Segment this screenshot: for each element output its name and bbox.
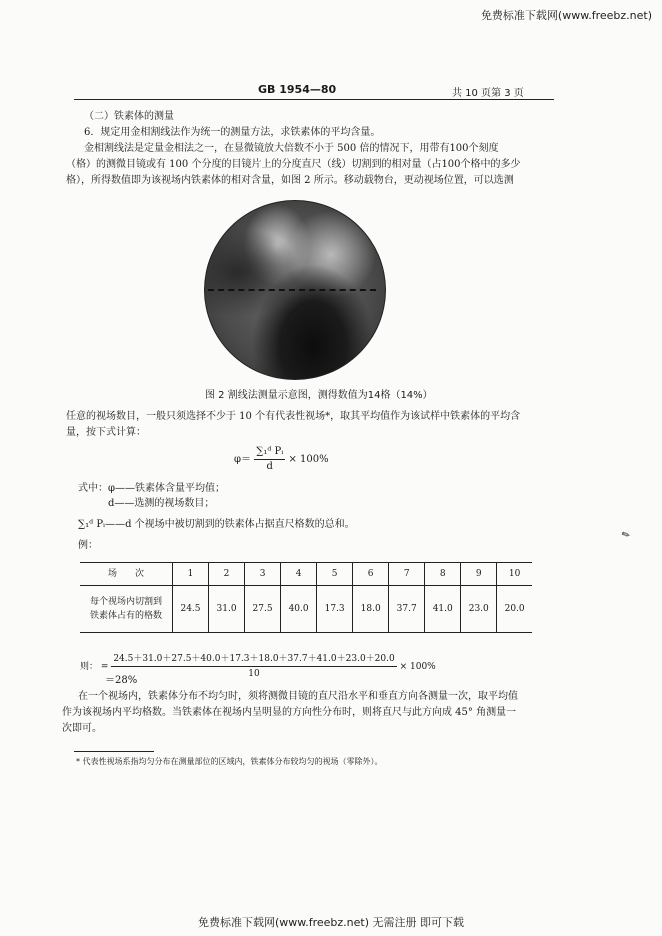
table-cell: 6: [353, 563, 389, 586]
table-cell: 40.0: [281, 586, 317, 633]
calc-fraction: [111, 652, 396, 681]
table-cell: 5: [317, 563, 353, 586]
header-rule: [74, 99, 554, 100]
table-row-label-line: 每个视场内切割到: [89, 597, 162, 607]
calc-tail: × 100%: [399, 662, 436, 672]
table-cell: 23.0: [461, 586, 497, 633]
method-line-3: 格），所得数值即为该视场内铁素体的相对含量，如图 2 所示。移动载物台，更动视场位置，可以选测: [66, 175, 514, 186]
standard-code: GB 1954—80: [258, 83, 337, 96]
table-cell: 24.5: [173, 586, 209, 633]
example-table: [80, 562, 532, 633]
table-row-values: [80, 586, 532, 633]
formula-tail: × 100%: [288, 454, 329, 465]
table-cell: 37.7: [389, 586, 425, 633]
table-cell: 9: [461, 563, 497, 586]
section-title: （二）铁素体的测量: [84, 111, 174, 122]
table-cell: 10: [497, 563, 532, 586]
where-d: d——选测的视场数目；: [108, 498, 215, 509]
formula-fraction: [254, 445, 285, 474]
formula-denominator: d: [266, 461, 273, 472]
scan-mark: ✎: [620, 528, 633, 543]
calc-numerator: 24.5＋31.0＋27.5＋40.0＋17.3＋18.0＋37.7＋41.0＋23.0＋20.0: [111, 652, 396, 667]
calc-result: ＝28%: [105, 675, 138, 686]
watermark-bottom: 免费标准下载网(www.freebz.net) 无需注册 即可下载: [197, 916, 465, 929]
method-line-1: 金相割线法是定量金相法之一，在显微镜放大倍数不小于 500 倍的情况下，用带有100个刻度: [84, 143, 499, 154]
table-cell: 4: [281, 563, 317, 586]
table-cell: 2: [209, 563, 245, 586]
table-cell: 1: [173, 563, 209, 586]
formula-numerator: ∑₁ᵈ Pᵢ: [254, 445, 285, 460]
where-intro: 式中：: [78, 483, 108, 494]
table-cell: 27.5: [245, 586, 281, 633]
measuring-line: [208, 289, 376, 291]
table-cell: 18.0: [353, 586, 389, 633]
table-row-label-line: 铁素体占有的格数: [89, 611, 162, 621]
table-cell: 8: [425, 563, 461, 586]
table-row-fields: [80, 563, 532, 586]
example-label: 例：: [78, 540, 98, 551]
table-cell: 3: [245, 563, 281, 586]
calc-eq: =: [100, 662, 109, 672]
select-line-1: 任意的视场数目，一般只须选择不少于 10 个有代表性视场*，取其平均值作为该试样中铁素体的平均含: [66, 411, 521, 422]
footnote-rule: [74, 751, 154, 752]
table-cell: 7: [389, 563, 425, 586]
calc-denominator: 10: [248, 669, 260, 679]
footnote: * 代表性视场系指均匀分布在测量部位的区域内，铁素体分布较均匀的视场（零除外）。: [76, 757, 383, 766]
table-row-label: [80, 586, 173, 633]
table-cell: 41.0: [425, 586, 461, 633]
nonuniform-line-2: 作为该视场内平均格数。当铁素体在视场内呈明显的方向性分布时，则将直尺与此方向成 45° 角测量一: [62, 707, 517, 718]
table-cell: 31.0: [209, 586, 245, 633]
table-cell: 20.0: [497, 586, 532, 633]
table-cell: 17.3: [317, 586, 353, 633]
method-line-2: （格）的测微目镜或有 100 个分度的目镜片上的分度直尺（线）切割到的相对量（占100个格中的多少: [66, 159, 521, 170]
clause-6: 6．规定用金相割线法作为统一的测量方法，求铁素体的平均含量。: [84, 127, 381, 138]
page-indicator: 共 10 页第 3 页: [452, 88, 524, 99]
calc-prefix: 则：: [80, 662, 99, 672]
figure-caption: 图 2 割线法测量示意图，测得数值为14格（14%）: [205, 390, 433, 401]
nonuniform-line-1: 在一个视场内，铁素体分布不均匀时，须将测微目镜的直尺沿水平和垂直方向各测量一次，取平均值: [78, 691, 518, 702]
where-sum: ∑₁ᵈ Pᵢ——d 个视场中被切割到的铁素体占据直尺格数的总和。: [78, 519, 355, 530]
table-header-label: 场 次: [80, 563, 173, 586]
formula-lhs: φ＝: [234, 454, 252, 465]
nonuniform-line-3: 次即可。: [62, 723, 102, 734]
select-line-2: 量，按下式计算：: [66, 427, 146, 438]
formula: [234, 445, 329, 474]
where-phi: φ——铁素体含量平均值；: [108, 483, 226, 494]
watermark-top: 免费标准下载网(www.freebz.net): [480, 9, 652, 22]
